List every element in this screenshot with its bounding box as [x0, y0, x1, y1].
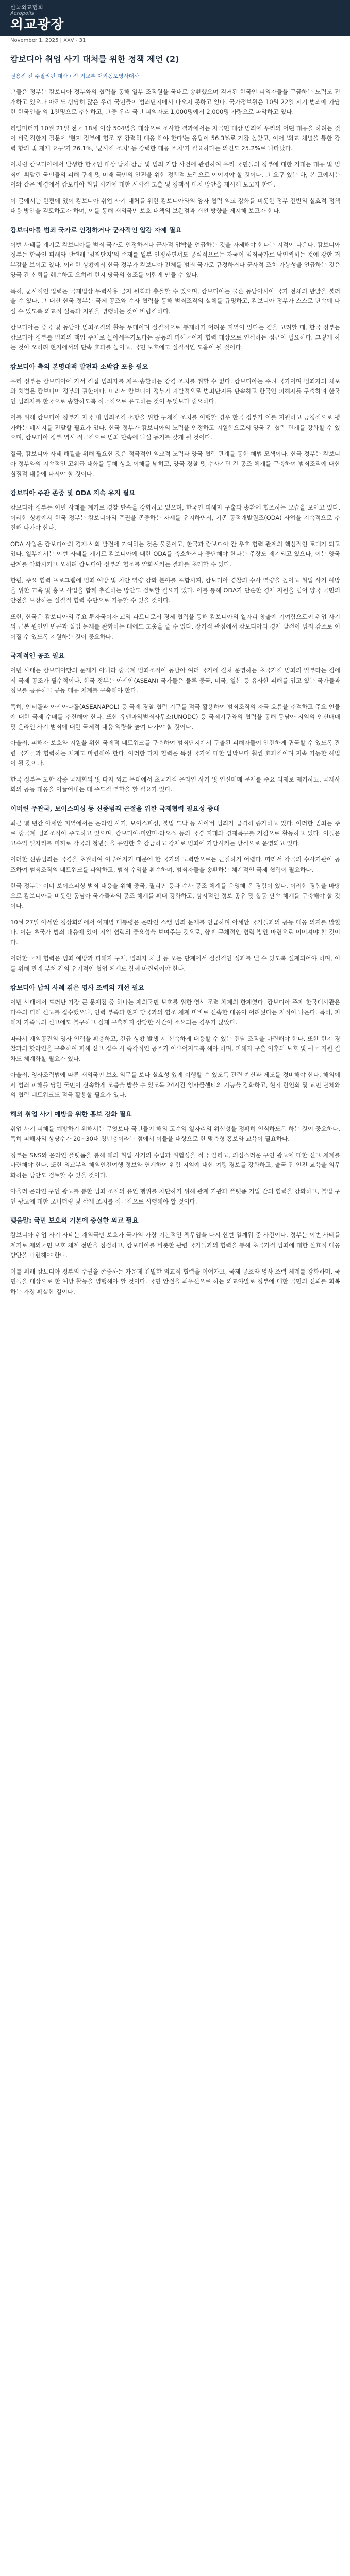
section-heading: 캄보디아 주관 존중 및 ODA 지속 유지 필요: [10, 489, 136, 497]
section-heading: 이버린 주관국, 보이스피싱 등 신종범죄 근절을 위한 국제협력 필요성 증대: [10, 804, 220, 812]
paragraph: 이러한 신종범죄는 국경을 초월하여 이루어지기 때문에 한 국가의 노력만으로는 근절하기 어렵다. 따라서 각국의 수사기관이 공조하여 범죄조직의 네트워크를 파악하고, 범죄 수익을 환수하며, 범죄자들을 송환하는 체계적인 국제 협력이 필요하다.: [10, 856, 340, 873]
paragraph: 이 글에서는 한편에 있어 캄보디아 취업 사기 대처를 위한 캄보디아와의 양자 협력 외교 강화를 비롯한 정부 전반의 실효적 정책 대응 방안을 검토하고자 하며, 이를 통해 재외국민 보호 대책의 보완점과 개선 방향을 제시해 보고자 한다.: [10, 197, 340, 214]
article-body: [10, 54, 340, 1303]
paragraph: 10월 27일 아세안 정상회의에서 이재명 대통령은 온라인 스캠 범죄 문제를 언급하며 아세안 국가들과의 공동 대응 의지를 밝혔다. 이는 초국가 범죄 대응에 있어 지역 협력의 중요성을 보여주는 것으로, 향후 구체적인 협력 방안 마련으로 이어져야 할 것이다.: [10, 918, 340, 946]
paragraph: 이처럼 캄보디아에서 발생한 한국인 대상 납치·감금 및 범죄 가담 사건에 관련하여 우리 국민들의 정부에 대한 기대는 대응 및 범죄에 휘말린 국민들의 피해 구제 및 미래 국민의 안전을 위한 정책적 노력으로 이어져야 할 것이다. 그 요구 있는 바, 본 고에서는 이와 같은 배경에서 캄보디아 취업 사기에 대한 시사점 도출 및 정책적 대처 방안을 제시해 보고자 한다.: [10, 161, 340, 188]
paragraph: 한국 정부는 이미 보이스피싱 범죄 대응을 위해 중국, 필리핀 등과 수사 공조 체계를 운영해 온 경험이 있다. 이러한 경험을 바탕으로 캄보디아를 비롯한 동남아 국가들과의 공조 체계를 확대 강화하고, 상시적인 정보 공유 및 합동 단속 체계를 구축해야 할 것이다.: [10, 882, 340, 909]
article-title: 캄보디아 취업 사기 대처를 위한 정책 제언 (2): [10, 54, 179, 64]
paragraph: 이를 위해 캄보디아 정부의 주권을 존중하는 가운데 긴밀한 외교적 협력을 이어가고, 국제 공조와 영사 조력 체계를 강화하며, 국민들을 대상으로 한 예방 활동을 병행해야 할 것이다. 국민 안전을 최우선으로 하는 외교야말로 정부에 대한 국민의 신뢰를 회복하는 가장 확실한 길이다.: [10, 1267, 340, 1295]
publication-title: 외교광장: [10, 17, 64, 32]
org-name-en: Acropolis: [10, 11, 34, 16]
section-heading: 캄보디아 납치 사례 겪은 영사 조력의 개선 필요: [10, 984, 144, 991]
header-banner: [0, 0, 350, 36]
paragraph: 따라서 재외공관의 영사 인력을 확충하고, 긴급 상황 발생 시 신속하게 대응할 수 있는 전담 조직을 마련해야 한다. 또한 현지 경찰과의 핫라인을 구축하여 피해 신고 접수 시 즉각적인 공조가 이루어지도록 해야 하며, 피해자 구출 이후의 보호 및 귀국 지원 절차도 체계화할 필요가 있다.: [10, 1035, 340, 1062]
section-heading: 캄보디아 측의 본명대책 발전과 소박감 포용 필요: [10, 362, 148, 370]
paragraph: 취업 사기 피해를 예방하기 위해서는 무엇보다 국민들이 해외 고수익 일자리의 위험성을 정확히 인식하도록 하는 것이 중요하다. 특히 피해자의 상당수가 20~30대 청년층이라는 점에서 이들을 대상으로 한 맞춤형 홍보와 교육이 필요하다.: [10, 1125, 340, 1142]
paragraph: 캄보디아 취업 사기 사태는 재외국민 보호가 국가의 가장 기본적인 책무임을 다시 한번 일깨워 준 사건이다. 정부는 이번 사태를 계기로 재외국민 보호 체계 전반을 점검하고, 캄보디아를 비롯한 관련 국가들과의 협력을 통해 초국가적 범죄에 대한 실효적 대응 방안을 마련해야 한다.: [10, 1231, 340, 1259]
org-name: 한국외교협회: [10, 4, 43, 11]
section-heading: 해외 취업 사기 예방을 위한 홍보 강화 필요: [10, 1110, 132, 1118]
paragraph: 한편, 주요 협력 프로그램에 범죄 예방 및 치안 역량 강화 분야를 포함시켜, 캄보디아 경찰의 수사 역량을 높이고 취업 사기 예방을 위한 교육 및 홍보 사업을 함께 추진하는 방안도 검토할 필요가 있다. 이를 통해 ODA가 단순한 경제 지원을 넘어 양국 국민의 안전을 보장하는 실질적 협력 수단으로 기능할 수 있을 것이다.: [10, 577, 340, 604]
paragraph: 아울러, 피해자 보호와 지원을 위한 국제적 네트워크를 구축하여 범죄단지에서 구출된 피해자들이 안전하게 귀국할 수 있도록 관련 국가들과 협력하는 체계도 마련해야 한다. 이러한 다자 협력은 특정 국가에 대한 압박보다 훨씬 효과적이며 지속 가능한 해법이 될 것이다.: [10, 739, 340, 767]
paragraph: 특히, 인터폴과 아세아나폴(ASEANAPOL) 등 국제 경찰 협력 기구를 적극 활용하여 범죄조직의 자금 흐름을 추적하고 주요 인물에 대한 국제 수배를 추진해야 한다. 또한 유엔마약범죄사무소(UNODC) 등 국제기구와의 협력을 통해 동남아 지역의 인신매매 및 온라인 사기 범죄에 대한 국제적 대응 역량을 높여 나가야 할 것이다.: [10, 703, 340, 731]
paragraph: 우리 정부는 캄보디아에 가서 직접 범죄자를 체포·송환하는 강경 조치를 취할 수 없다. 캄보디아는 주권 국가이며 범죄자의 체포와 처벌은 캄보디아 정부의 권한이다. 따라서 캄보디아 정부가 자발적으로 범죄단지를 단속하고 한국인 피해자를 구출하며 한국인 범죄자를 한국으로 송환하도록 적극적으로 유도하는 것이 무엇보다 중요하다.: [10, 377, 340, 405]
paragraph: 최근 몇 년간 아세안 지역에서는 온라인 사기, 보이스피싱, 불법 도박 등 사이버 범죄가 급격히 증가하고 있다. 이러한 범죄는 주로 중국계 범죄조직이 주도하고 있으며, 캄보디아·미얀마·라오스 등의 국경 지대와 경제특구를 거점으로 활동하고 있다. 이들은 고수익 일자리를 미끼로 각국의 청년들을 유인한 후 감금하고 강제로 범죄에 가담시키는 방식으로 운영되고 있다.: [10, 819, 340, 847]
issue-line: November 1, 2025 | XXV - 31: [10, 38, 86, 43]
paragraph: 캄보디아 정부는 이번 사태를 계기로 경찰 단속을 강화하고 있으며, 한국인 피해자 구출과 송환에 협조하는 모습을 보이고 있다. 이러한 상황에서 한국 정부는 캄보디아의 주권을 존중하는 자세를 유지하면서, 기존 공적개발원조(ODA) 사업을 지속적으로 추진해 나가야 한다.: [10, 504, 340, 531]
paragraph: 이러한 국제 협력은 범죄 예방과 피해자 구제, 범죄자 처벌 등 모든 단계에서 실질적인 성과를 낼 수 있도록 설계되어야 하며, 이를 위해 관계 부처 간의 유기적인 협업 체계도 함께 마련되어야 한다.: [10, 955, 340, 972]
paragraph: 정부는 SNS와 온라인 플랫폼을 통해 해외 취업 사기의 수법과 위험성을 적극 알리고, 의심스러운 구인 광고에 대한 신고 체계를 마련해야 한다. 또한 외교부의 해외안전여행 정보와 연계하여 위험 지역에 대한 여행 경보를 강화하고, 출국 전 안전 교육을 의무화하는 방안도 검토할 수 있을 것이다.: [10, 1151, 340, 1179]
article-author: 권용진 전 주필리핀 대사 / 전 외교부 재외동포영사대사: [10, 73, 140, 79]
section-heading: 국제적인 공조 필요: [10, 652, 65, 659]
paragraph: 캄보디아는 중국 및 동남아 범죄조직의 활동 무대이며 실질적으로 통제하기 어려운 지역이 있다는 점을 고려할 때, 한국 정부는 캄보디아 정부를 범죄의 책임 주체로 몰아세우기보다는 공동의 피해국이자 협력 대상으로 인식하는 접근이 필요하다. 그렇게 하는 것이 오히려 현지에서의 단속 효과를 높이고, 국민 보호에도 실질적인 도움이 될 것이다.: [10, 324, 340, 351]
section-heading: 맺음말: 국민 보호의 기본에 충실한 외교 필요: [10, 1216, 139, 1224]
paragraph: 이번 사태는 캄보디아만의 문제가 아니라 중국계 범죄조직이 동남아 여러 국가에 걸쳐 운영하는 초국가적 범죄의 일부라는 점에서 국제 공조가 필수적이다. 한국 정부는 아세안(ASEAN) 국가들은 물론 중국, 미국, 일본 등 유사한 피해를 입고 있는 국가들과 정보를 공유하고 공동 대응 체계를 구축해야 한다.: [10, 667, 340, 694]
paragraph: 특히, 군사적인 압력은 국제법상 무력사용 금지 원칙과 충돌할 수 있으며, 캄보디아는 물론 동남아시아 국가 전체의 반발을 불러올 수 있다. 그 대신 한국 정부는 국제 공조와 수사 협력을 통해 범죄조직의 실체를 규명하고, 캄보디아 정부가 스스로 단속에 나설 수 있도록 외교적 설득과 지원을 병행하는 것이 바람직하다.: [10, 287, 340, 315]
paragraph: 아울러, 영사조력법에 따른 재외국민 보호 의무를 보다 실효성 있게 이행할 수 있도록 관련 예산과 제도를 정비해야 한다. 해외에서 범죄 피해를 당한 국민이 신속하게 도움을 받을 수 있도록 24시간 영사콜센터의 기능을 강화하고, 현지 한인회 및 교민 단체와의 협력 네트워크도 적극 활용할 필요가 있다.: [10, 1071, 340, 1098]
paragraph: 이번 사태에서 드러난 가장 큰 문제점 중 하나는 재외국민 보호를 위한 영사 조력 체계의 한계였다. 캄보디아 주재 한국대사관은 다수의 피해 신고를 접수했으나, 인력 부족과 현지 당국과의 협조 체계 미비로 신속한 대응이 어려웠다는 지적이 나온다. 특히, 피해자 가족들의 신고에도 불구하고 실제 구출까지 상당한 시간이 소요되는 경우가 많았다.: [10, 998, 340, 1026]
paragraph: 이를 위해 캄보디아 정부가 자국 내 범죄조직 소탕을 위한 구체적 조치를 이행할 경우 한국 정부가 이를 지원하고 긍정적으로 평가하는 메시지를 전달할 필요가 있다. 한국 정부가 캄보디아의 노력을 인정하고 지원함으로써 양국 간 협력 관계를 강화할 수 있으며, 캄보디아 정부 역시 적극적으로 범죄 단속에 나설 동기를 갖게 될 것이다.: [10, 414, 340, 441]
article-sections: [10, 87, 340, 1297]
paragraph: ODA 사업은 캄보디아의 경제·사회 발전에 기여하는 것은 물론이고, 한국과 캄보디아 간 우호 협력 관계의 핵심적인 토대가 되고 있다. 일부에서는 이번 사태를 계기로 캄보디아에 대한 ODA를 축소하거나 중단해야 한다는 주장도 제기되고 있으나, 이는 양국 관계를 악화시키고 오히려 캄보디아 정부의 협조를 약화시키는 결과를 초래할 수 있다.: [10, 540, 340, 568]
paragraph: 또한, 한국은 캄보디아의 주요 투자국이자 교역 파트너로서 경제 협력을 통해 캄보디아의 일자리 창출에 기여함으로써 취업 사기의 근본 원인인 빈곤과 실업 문제를 완화하는 데에도 도움을 줄 수 있다. 장기적 관점에서 캄보디아의 경제 발전이 범죄 감소로 이어질 수 있도록 지원하는 것이 중요하다.: [10, 613, 340, 640]
paragraph: 리얼미터가 10월 21일 전국 18세 이상 504명을 대상으로 조사한 결과에서는 자국민 대상 범죄에 우리의 어떤 대응을 하려는 것이 바람직한지 질문에 '현지 정부에 협조 후 강력히 대응 해야 한다'는 응답이 56.3%로 가장 높았고, 이어 '외교 채널을 통한 강력 항의 및 제재 요구'가 26.1%, '군사적 조치' 등 강력한 대응 조치'가 필요하다는 의견도 25.2%로 나타났다.: [10, 124, 340, 152]
paragraph: 결국, 캄보디아 사태 해결을 위해 필요한 것은 적극적인 외교적 노력과 양국 협력 관계를 통한 해법 모색이다. 한국 정부는 캄보디아 정부와의 지속적인 고위급 대화를 통해 상호 이해를 넓히고, 양국 경찰 및 수사기관 간 공조 체계를 구축하여 범죄조직에 대한 실질적 대응에 나서야 할 것이다.: [10, 450, 340, 478]
paragraph: 한국 정부는 또한 각종 국제회의 및 다자 외교 무대에서 초국가적 온라인 사기 및 인신매매 문제를 주요 의제로 제기하고, 국제사회의 공동 대응을 이끌어내는 데 주도적 역할을 할 필요가 있다.: [10, 775, 340, 793]
section-heading: 캄보디아를 범죄 국가로 인정하거나 군사적인 압감 자제 필요: [10, 226, 182, 234]
paragraph: 그들은 정부는 캄보디아 정부와의 협력을 통해 일부 조직원을 국내로 송환했으며 검거된 한국인 피의자들을 구금하는 노력도 전개하고 있으나 아직도 상당히 많은 우리 국민들이 범죄단지에서 나오지 못하고 있다. 국가정보원은 10월 22일 시기 범죄에 가담한 한국인을 약 1천명으로 추산하고, 그중 우리 국민 피의자도 1,000명에서 2,000명 가량으로 파악하고 있다.: [10, 88, 340, 115]
paragraph: 이번 사태를 계기로 캄보디아를 범죄 국가로 인정하거나 군사적 압박을 언급하는 것을 자제해야 한다는 지적이 나온다. 캄보디아 정부는 한국인 피해와 관련해 '범죄단지'의 존재를 일부 인정하면서도 공식적으로는 자국이 범죄국가로 낙인찍히는 것에 강한 거부감을 보이고 있다. 이러한 상황에서 한국 정부가 캄보디아 전체를 범죄 국가로 규정하거나 군사적 조치 가능성을 언급하는 것은 양국 간 신뢰를 훼손하고 오히려 현지 당국의 협조를 어렵게 만들 수 있다.: [10, 241, 340, 278]
paragraph: 아울러 온라인 구인 광고를 통한 범죄 조직의 유인 행위를 차단하기 위해 관계 기관과 플랫폼 기업 간의 협력을 강화하고, 불법 구인 광고에 대한 모니터링 및 삭제 조치를 적극적으로 시행해야 할 것이다.: [10, 1188, 340, 1205]
